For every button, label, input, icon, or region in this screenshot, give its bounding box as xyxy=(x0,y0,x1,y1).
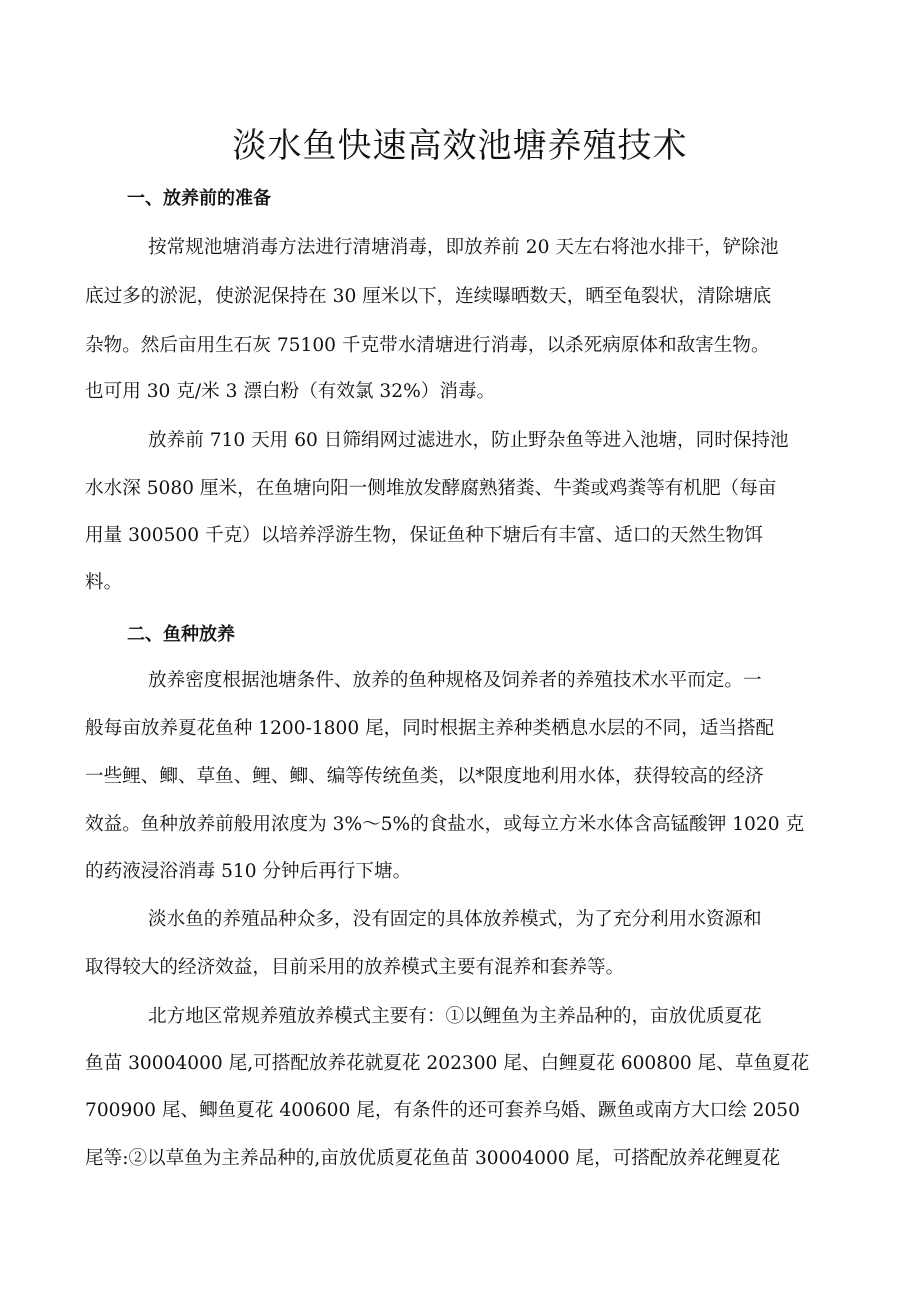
paragraph-line: 放养前 710 天用 60 日筛绢网过滤进水，防止野杂鱼等进入池塘，同时保持池 xyxy=(148,430,789,451)
paragraph-line: 700900 尾、鲫鱼夏花 400600 尾，有条件的还可套养乌婚、蹶鱼或南方大口绘 2050 xyxy=(85,1100,800,1121)
section-heading-preparation: 一、放养前的准备 xyxy=(127,188,271,209)
paragraph-line: 的药液浸浴消毒 510 分钟后再行下塘。 xyxy=(85,861,412,882)
paragraph-line: 杂物。然后亩用生石灰 75100 千克带水清塘进行消毒，以杀死病原体和敌害生物。 xyxy=(85,335,770,356)
paragraph-line: 水水深 5080 厘米，在鱼塘向阳一侧堆放发酵腐熟猪粪、牛粪或鸡粪等有机肥（每亩 xyxy=(85,478,777,499)
paragraph-line: 料。 xyxy=(85,572,123,593)
paragraph-line: 效益。鱼种放养前般用浓度为 3%～5%的食盐水，或每立方米水体含高锰酸钾 1020 克 xyxy=(85,814,805,835)
paragraph-line: 底过多的淤泥，使淤泥保持在 30 厘米以下，连续曝晒数天，晒至龟裂状，清除塘底 xyxy=(85,286,772,307)
section-heading-stocking: 二、鱼种放养 xyxy=(127,624,235,645)
paragraph-line: 鱼苗 30004000 尾,可搭配放养花就夏花 202300 尾、白鲤夏花 600800 尾、草鱼夏花 xyxy=(85,1053,810,1074)
paragraph-line: 北方地区常规养殖放养模式主要有：①以鲤鱼为主养品种的，亩放优质夏花 xyxy=(148,1006,762,1027)
paragraph-line: 一些鲤、鲫、草鱼、鲤、鲫、编等传统鱼类，以*限度地利用水体，获得较高的经济 xyxy=(85,766,764,787)
paragraph-line: 按常规池塘消毒方法进行清塘消毒，即放养前 20 天左右将池水排干，铲除池 xyxy=(148,237,779,258)
document-title: 淡水鱼快速高效池塘养殖技术 xyxy=(232,126,688,166)
paragraph-line: 取得较大的经济效益，目前采用的放养模式主要有混养和套养等。 xyxy=(85,957,625,978)
paragraph-line: 淡水鱼的养殖品种众多，没有固定的具体放养模式，为了充分利用水资源和 xyxy=(148,909,762,930)
paragraph-line: 般每亩放养夏花鱼种 1200-1800 尾，同时根据主养种类栖息水层的不同，适当搭配 xyxy=(85,718,775,739)
paragraph-line: 也可用 30 克/米 3 漂白粉（有效氯 32%）消毒。 xyxy=(85,381,496,402)
paragraph-line: 放养密度根据池塘条件、放养的鱼种规格及饲养者的养殖技术水平而定。一 xyxy=(148,670,762,691)
paragraph-line: 用量 300500 千克）以培养浮游生物，保证鱼种下塘后有丰富、适口的天然生物饵 xyxy=(85,525,763,546)
paragraph-line: 尾等:②以草鱼为主养品种的,亩放优质夏花鱼苗 30004000 尾，可搭配放养花鲤夏花 xyxy=(85,1148,781,1169)
